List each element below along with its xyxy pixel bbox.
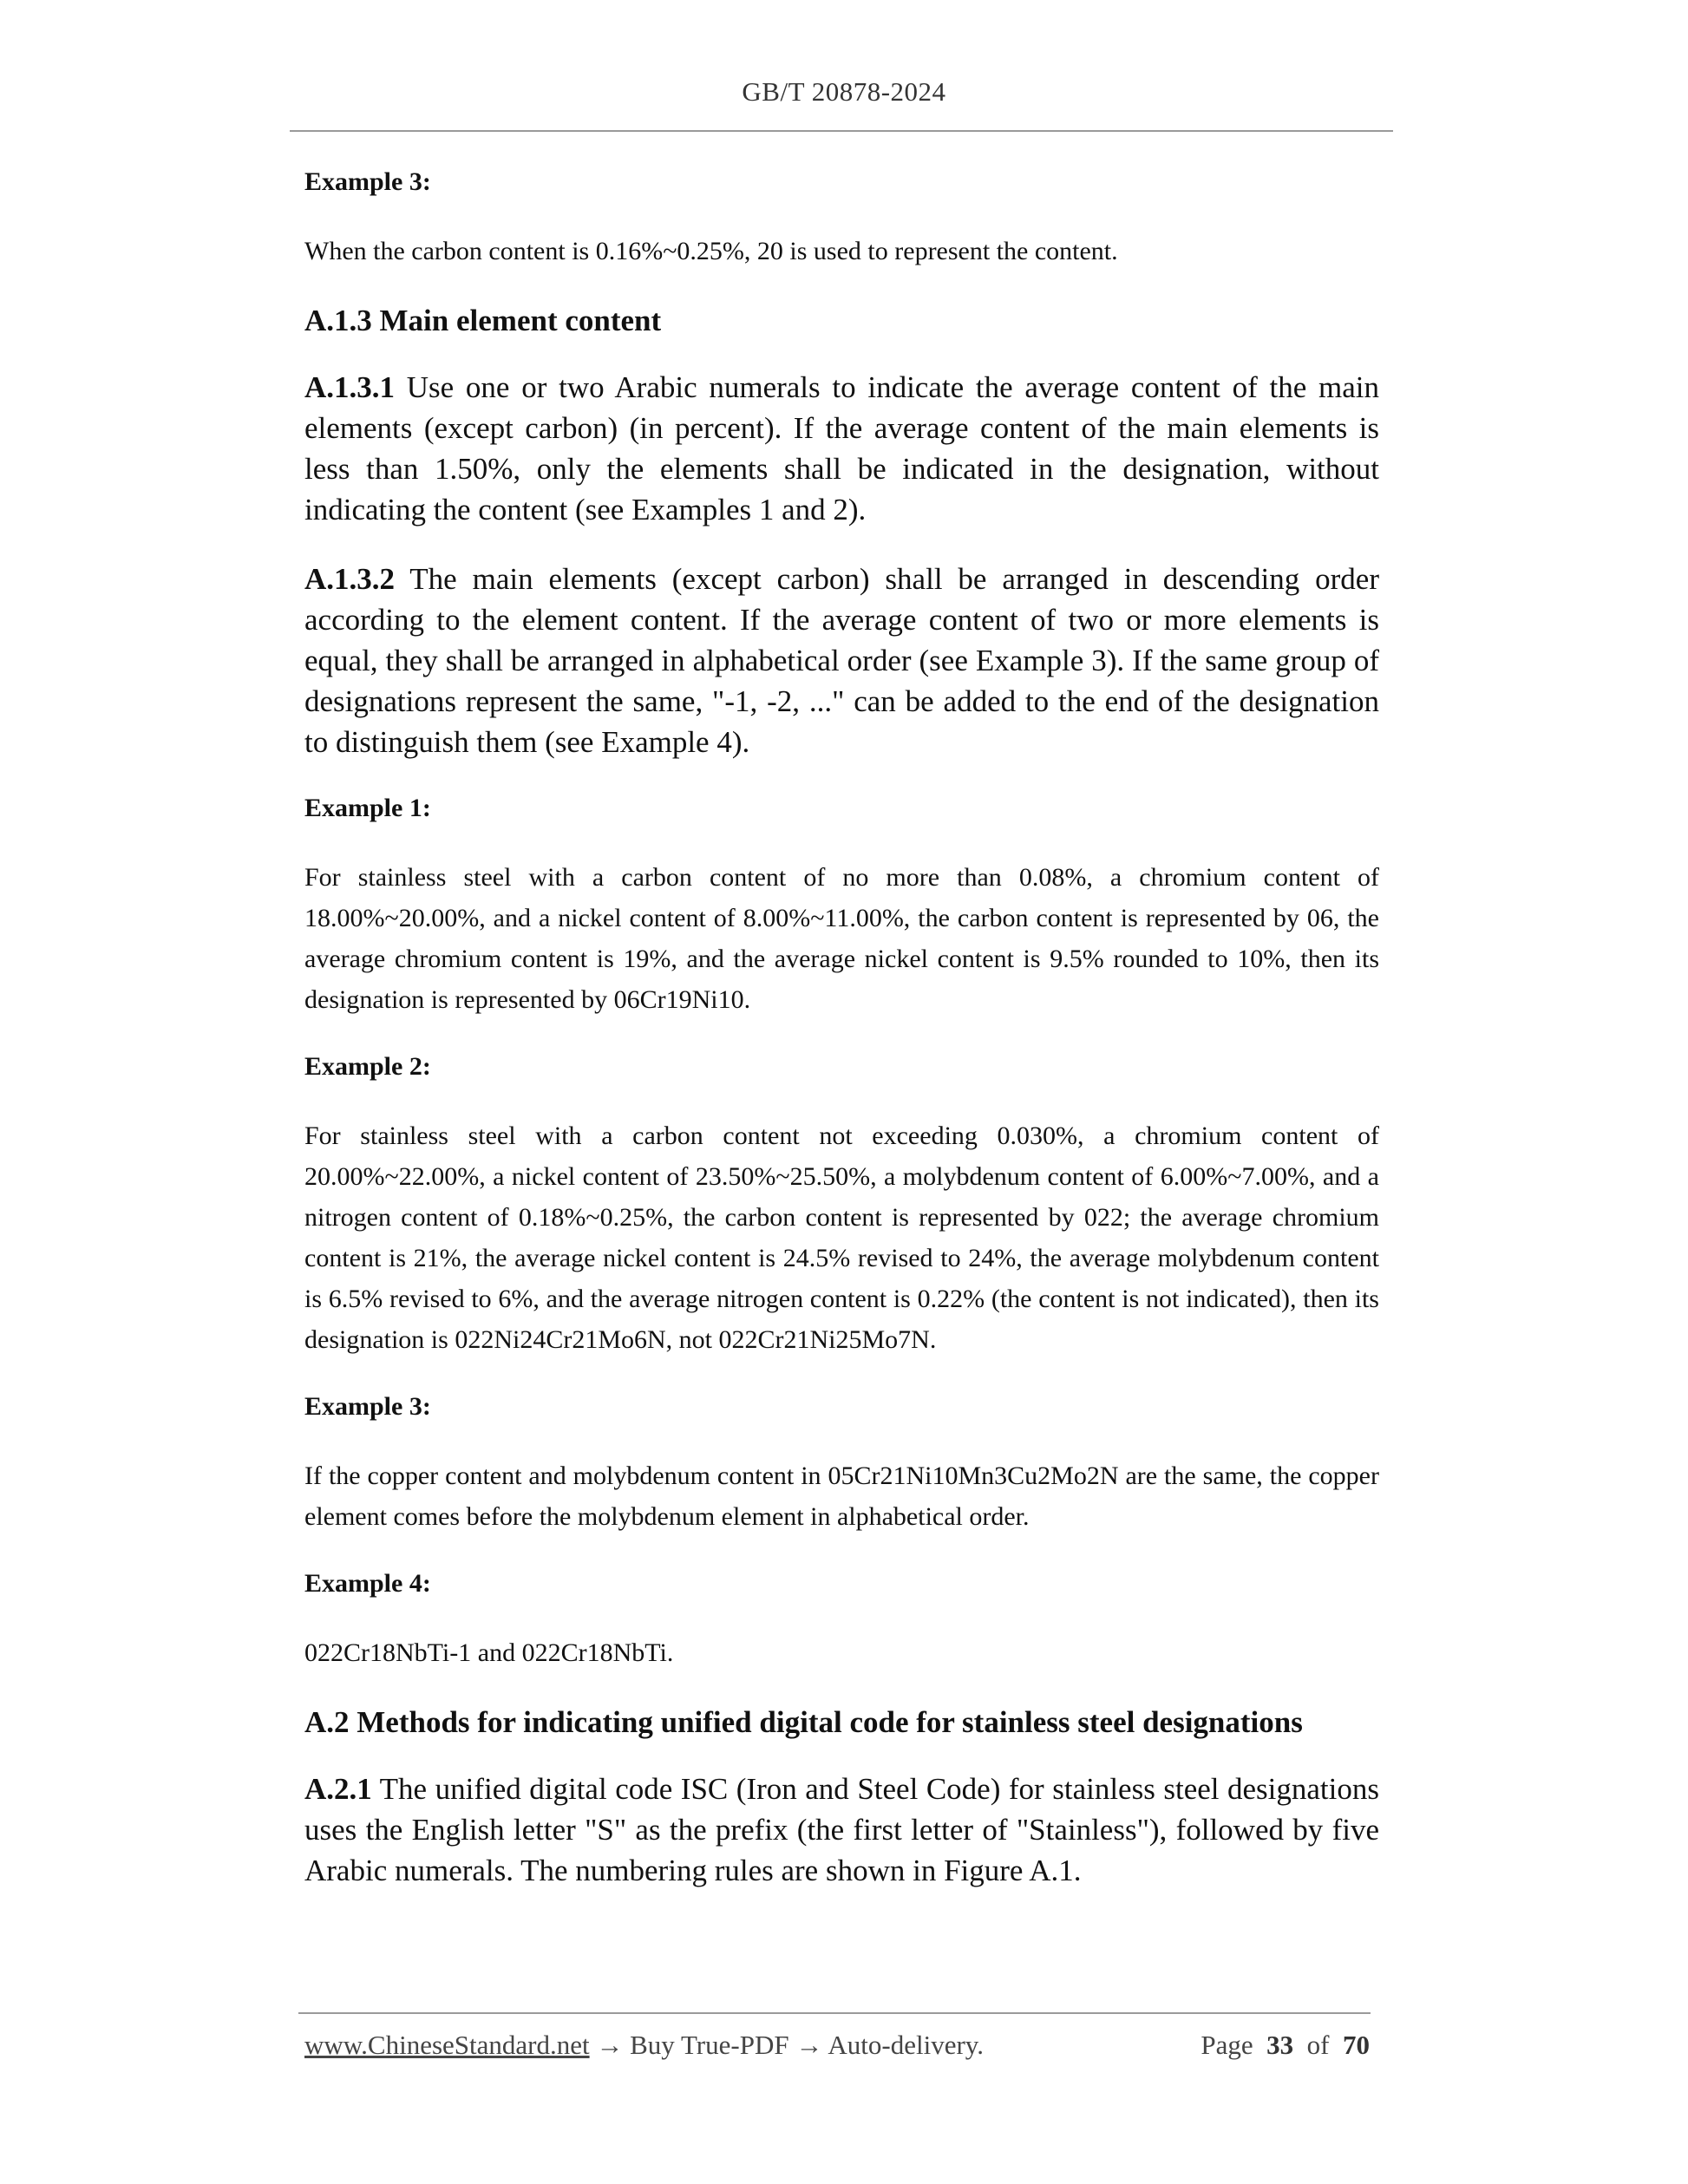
section-heading-a2: A.2 Methods for indicating unified digital code for stainless steel designations: [304, 1705, 1303, 1739]
arrow-right-icon: →: [795, 2030, 823, 2060]
example-1-label: Example 1:: [304, 794, 431, 822]
site-link[interactable]: www.ChineseStandard.net: [304, 2030, 590, 2060]
clause-a21-text: The unified digital code ISC (Iron and Steel Code) for stainless steel designations uses the English letter "S" as the prefix (the first letter of "Stainless"), followed by five Arabic numerals. The numbering rules are shown in Figure A.1.: [304, 1772, 1379, 1887]
page-footer: [304, 2030, 1370, 2068]
clause-a131: [304, 367, 1379, 530]
document-body: [304, 165, 1379, 1919]
example-2-label: Example 2:: [304, 1052, 431, 1081]
section-heading-a13: A.1.3 Main element content: [304, 304, 662, 337]
footer-divider: [298, 2012, 1371, 2014]
clause-a132-text: The main elements (except carbon) shall be arranged in descending order according to the element content. If the average content of two or more elements is equal, they shall be arranged in alphabetical order (see Example 3). If the same group of designations represent the same, "-1, -2, ..." can be added to the end of the designation to distinguish them (see Example 4).: [304, 562, 1379, 759]
example-4-text: 022Cr18NbTi-1 and 022Cr18NbTi.: [304, 1638, 674, 1667]
buy-text: Buy True-PDF: [630, 2030, 789, 2060]
clause-a21-number: A.2.1: [304, 1772, 372, 1806]
example-3b-label: Example 3:: [304, 1392, 431, 1421]
of-word: of: [1306, 2030, 1330, 2060]
example-3-text: When the carbon content is 0.16%~0.25%, 20 is used to represent the content.: [304, 237, 1118, 265]
example-3b-text: If the copper content and molybdenum content in 05Cr21Ni10Mn3Cu2Mo2N are the same, the copper element comes before the molybdenum element in alphabetical order.: [304, 1461, 1379, 1531]
example-1-text: For stainless steel with a carbon content of no more than 0.08%, a chromium content of 18.00%~20.00%, and a nickel content of 8.00%~11.00%, the carbon content is represented by 06, the average chromium content is 19%, and the average nickel content is 9.5% rounded to 10%, then its designation is represented by 06Cr19Ni10.: [304, 863, 1379, 1014]
clause-a131-text: Use one or two Arabic numerals to indicate the average content of the main elements (except carbon) (in percent). If the average content of the main elements is less than 1.50%, only the elements shall be indicated in the designation, without indicating the content (see Examples 1 and 2).: [304, 370, 1379, 526]
page-word: Page: [1201, 2030, 1253, 2060]
clause-a131-number: A.1.3.1: [304, 370, 396, 404]
header-divider: [290, 130, 1393, 132]
example-4-label: Example 4:: [304, 1569, 431, 1598]
clause-a132: [304, 559, 1379, 762]
example-3-label: Example 3:: [304, 167, 431, 196]
current-page: 33: [1266, 2030, 1294, 2060]
clause-a21: [304, 1769, 1379, 1891]
footer-promo: [304, 2030, 984, 2061]
page-header: GB/T 20878-2024: [742, 76, 946, 107]
arrow-right-icon: →: [596, 2030, 624, 2060]
page-number: [1201, 2030, 1370, 2061]
example-2-text: For stainless steel with a carbon content not exceeding 0.030%, a chromium content of 20.00%~22.00%, a nickel content of 23.50%~25.50%, a molybdenum content of 6.00%~7.00%, and a nitrogen content of 0.18%~0.25%, the carbon content is represented by 022; the average chromium content is 21%, the average nickel content is 24.5% revised to 24%, the average molybdenum content is 6.5% revised to 6%, and the average nitrogen content is 0.22% (the content is not indicated), then its designation is 022Ni24Cr21Mo6N, not 022Cr21Ni25Mo7N.: [304, 1121, 1379, 1354]
delivery-text: Auto-delivery.: [828, 2030, 985, 2060]
total-pages: 70: [1343, 2030, 1370, 2060]
clause-a132-number: A.1.3.2: [304, 562, 396, 596]
